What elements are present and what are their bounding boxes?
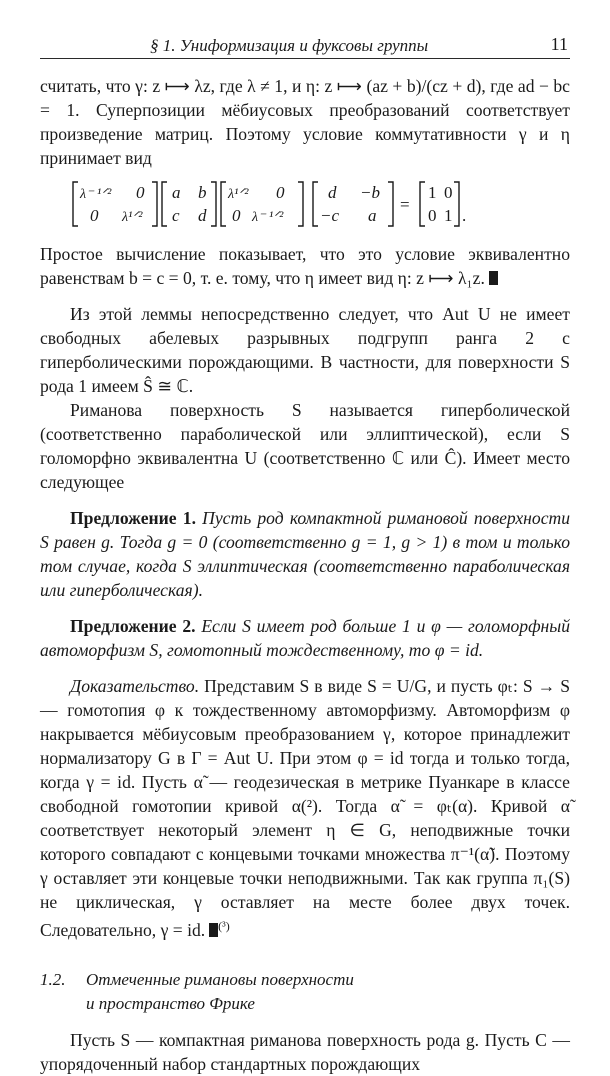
matrix-1: [73, 182, 157, 226]
m2-b: b: [198, 183, 207, 202]
rhs-d: 1: [444, 206, 453, 225]
matrix-3: [221, 182, 303, 226]
matrix-identity: [420, 182, 459, 226]
m4-d: a: [368, 206, 377, 225]
proposition-2-label: Предложение 2.: [70, 616, 196, 636]
paragraph-hyperbolic-definition: Риманова поверхность S называется гиперболической (соответственно параболической или эллиптической), если S голоморфно эквивалентна U (соответственно ℂ или Ĉ). Имеет место следующее: [40, 400, 570, 492]
section-number: 1.2.: [40, 970, 66, 989]
m4-b: −b: [360, 183, 380, 202]
section-title-line1: Отмеченные римановы поверхности: [86, 970, 354, 989]
body-text: [40, 74, 570, 1076]
m1-d: λ¹ᐟ²: [122, 210, 143, 225]
matrix-equation-figure: [70, 178, 540, 230]
qed-mark: [489, 271, 498, 285]
proposition-2: [40, 614, 570, 662]
paragraph-calculation: [40, 242, 570, 290]
proposition-1: [40, 506, 570, 602]
page-header: [40, 28, 570, 59]
period: .: [462, 206, 467, 225]
proof-text: Представим S в виде S = U/G, и пусть φₜ: S → S — гомотопия φ к тождественному автоморфизму. Автоморфизм φ накрывается мёбиусовым преобразованием γ, которое принадлежит нормализатору G в Γ = Aut U. При этом φ = id тогда и только тогда, когда γ = id. Пусть α̃ — геодезическая в метрике Пуанкаре в классе свободной гомотопии кривой α(²). Тогда α̃ = φₜ(α). Кривой α̃ соответствует некоторый элемент η ∈ G, неподвижные точки которого совпадают с концевыми точками множества π⁻¹(α̃). Поэтому γ оставляет эти концевые точки неподвижными. Так как группа π₁(S) не циклическая, γ оставляет на месте более двух точек. Следовательно, γ = id.: [40, 676, 570, 940]
m3-c: 0: [232, 206, 241, 225]
matrix-equation: [40, 178, 570, 230]
m3-d: λ⁻ ¹ᐟ²: [252, 210, 284, 225]
rhs-c: 0: [428, 206, 437, 225]
proof-qed-mark: [209, 923, 218, 937]
m1-b: 0: [136, 183, 145, 202]
paragraph-calculation-text: Простое вычисление показывает, что это условие эквивалентно равенствам b = c = 0, т. е. тому, что η имеет вид η: z ⟼ λ₁z.: [40, 244, 570, 288]
proof: [40, 674, 570, 942]
m3-a: λ¹ᐟ²: [228, 187, 249, 202]
rhs-b: 0: [444, 183, 453, 202]
m2-a: a: [172, 183, 181, 202]
paragraph-lemma-consequence: Из этой леммы непосредственно следует, что Aut U не имеет свободных абелевых разрывных подгрупп ранга 2 с гиперболическими порождающими. В частности, для поверхности S рода 1 имеем Ŝ ≅ ℂ.: [40, 304, 570, 396]
m4-c: −c: [320, 206, 340, 225]
rhs-a: 1: [428, 183, 437, 202]
proposition-2-text: Если S имеет род больше 1 и φ — голоморфный автоморфизм S, гомотопный тождественному, то φ = id.: [40, 616, 570, 660]
page-number: 11: [550, 34, 568, 54]
m1-a: λ⁻ ¹ᐟ²: [80, 187, 112, 202]
matrix-2: [162, 182, 216, 226]
proposition-1-text: Пусть род компактной римановой поверхности S равен g. Тогда g = 0 (соответственно g = 1, g > 1) в том и только том случае, когда S эллиптическая (соответственно параболическая или гиперболическая).: [40, 508, 571, 600]
proof-label: Доказательство.: [70, 676, 200, 696]
proposition-1-label: Предложение 1.: [70, 508, 196, 528]
m1-c: 0: [90, 206, 99, 225]
equals-sign: =: [400, 195, 410, 214]
paragraph-section-start: Пусть S — компактная риманова поверхность рода g. Пусть C — упорядоченный набор стандартных порождающих: [40, 1030, 570, 1074]
m3-b: 0: [276, 183, 285, 202]
running-head: § 1. Униформизация и фуксовы группы: [150, 36, 429, 55]
proof-footnote-ref: (³): [218, 919, 230, 933]
matrix-4: [313, 182, 393, 226]
m2-c: c: [172, 206, 180, 225]
section-title-line2: и пространство Фрике: [86, 994, 255, 1013]
m2-d: d: [198, 206, 207, 225]
section-heading: [40, 968, 570, 1016]
paragraph-intro: считать, что γ: z ⟼ λz, где λ ≠ 1, и η: z ⟼ (az + b)/(cz + d), где ad − bc = 1. Суперпозиции мёбиусовых преобразований соответствует произведение матриц. Поэтому условие коммутативности γ и η принимает вид: [40, 76, 570, 168]
m4-a: d: [328, 183, 337, 202]
